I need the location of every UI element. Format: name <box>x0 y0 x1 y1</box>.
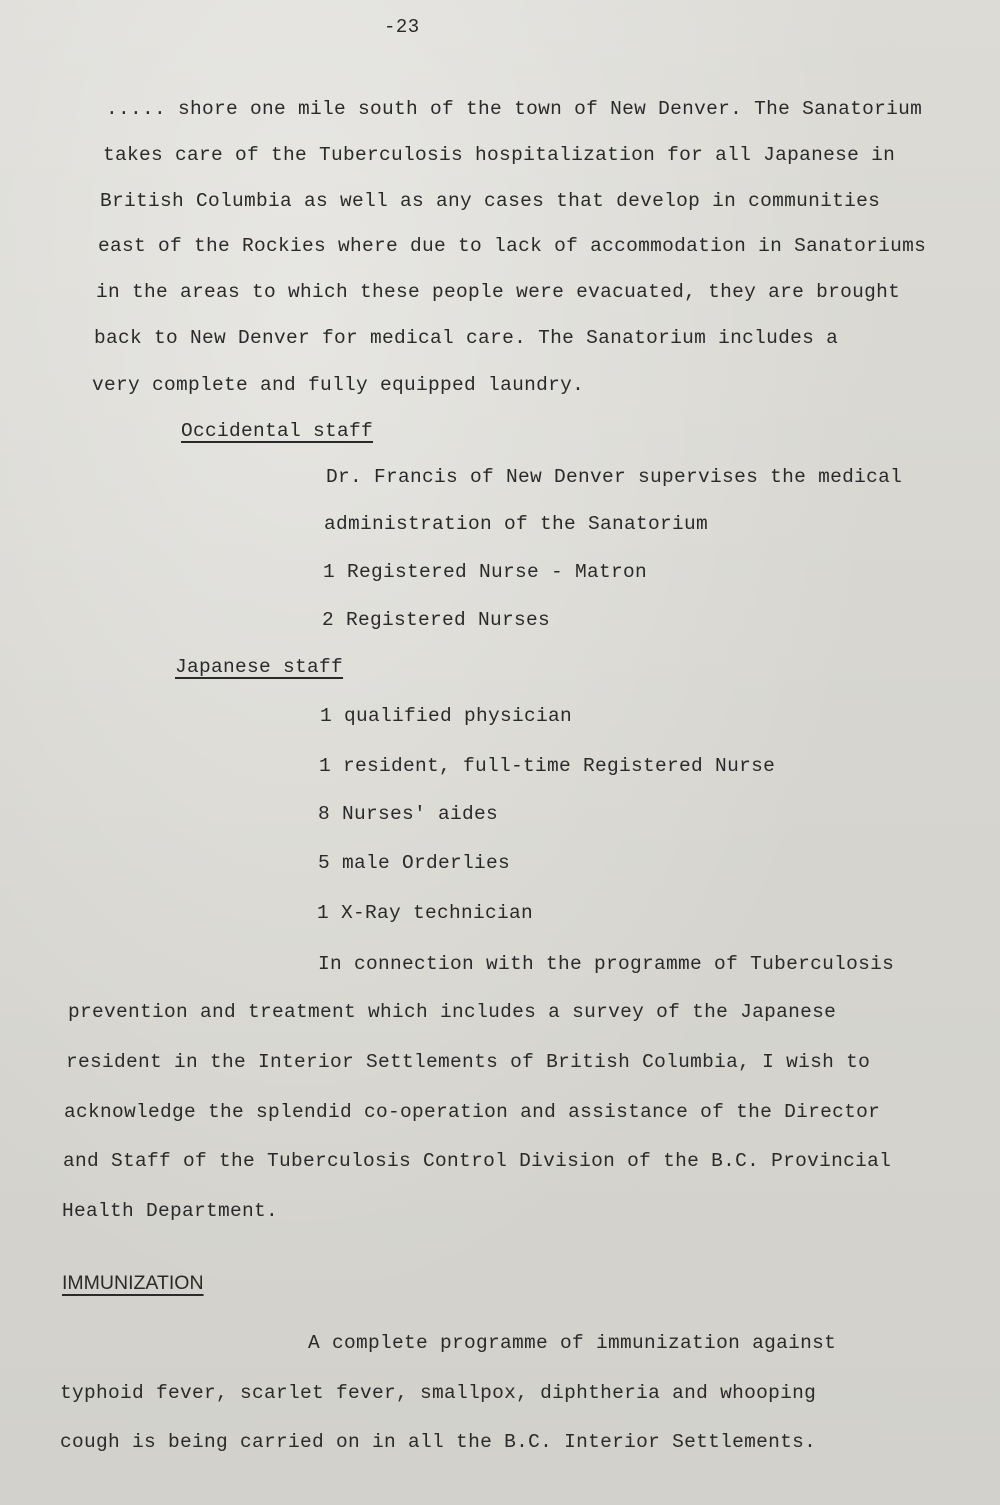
text-line: typhoid fever, scarlet fever, smallpox, diphtheria and whooping <box>60 1382 817 1404</box>
staff-line: administration of the Sanatorium <box>324 513 709 535</box>
staff-line: 1 qualified physician <box>320 705 573 727</box>
text-line: and Staff of the Tuberculosis Control Division of the B.C. Provincial <box>63 1150 892 1172</box>
text-line: back to New Denver for medical care. The Sanatorium includes a <box>94 327 839 349</box>
staff-line: 1 X-Ray technician <box>317 902 534 924</box>
text-line: very complete and fully equipped laundry. <box>92 374 585 396</box>
text-line: A complete programme of immunization against <box>308 1332 837 1354</box>
text-line: British Columbia as well as any cases that develop in communities <box>100 190 881 212</box>
text-line: Health Department. <box>62 1200 279 1222</box>
text-line: in the areas to which these people were evacuated, they are brought <box>96 281 901 303</box>
text-line: east of the Rockies where due to lack of accommodation in Sanatoriums <box>98 235 927 257</box>
text-line: cough is being carried on in all the B.C. Interior Settlements. <box>60 1431 817 1453</box>
page-number: -23 <box>384 16 420 38</box>
text-line: resident in the Interior Settlements of British Columbia, I wish to <box>66 1051 871 1073</box>
text-line: ..... shore one mile south of the town of New Denver. The Sanatorium <box>106 98 923 120</box>
text-line: In connection with the programme of Tuberculosis <box>318 953 895 975</box>
staff-line: 8 Nurses' aides <box>318 803 499 825</box>
heading-immunization: IMMUNIZATION <box>62 1272 204 1294</box>
text-line: takes care of the Tuberculosis hospitalization for all Japanese in <box>103 144 896 166</box>
heading-japanese-staff: Japanese staff <box>175 656 344 678</box>
text-line: prevention and treatment which includes a survey of the Japanese <box>68 1001 837 1023</box>
heading-occidental-staff: Occidental staff <box>181 420 374 442</box>
staff-line: 5 male Orderlies <box>318 852 511 874</box>
text-line: acknowledge the splendid co-operation and assistance of the Director <box>64 1101 881 1123</box>
staff-line: 2 Registered Nurses <box>322 609 551 631</box>
staff-line: 1 Registered Nurse - Matron <box>323 561 648 583</box>
staff-line: 1 resident, full-time Registered Nurse <box>319 755 776 777</box>
staff-line: Dr. Francis of New Denver supervises the medical <box>326 466 903 488</box>
